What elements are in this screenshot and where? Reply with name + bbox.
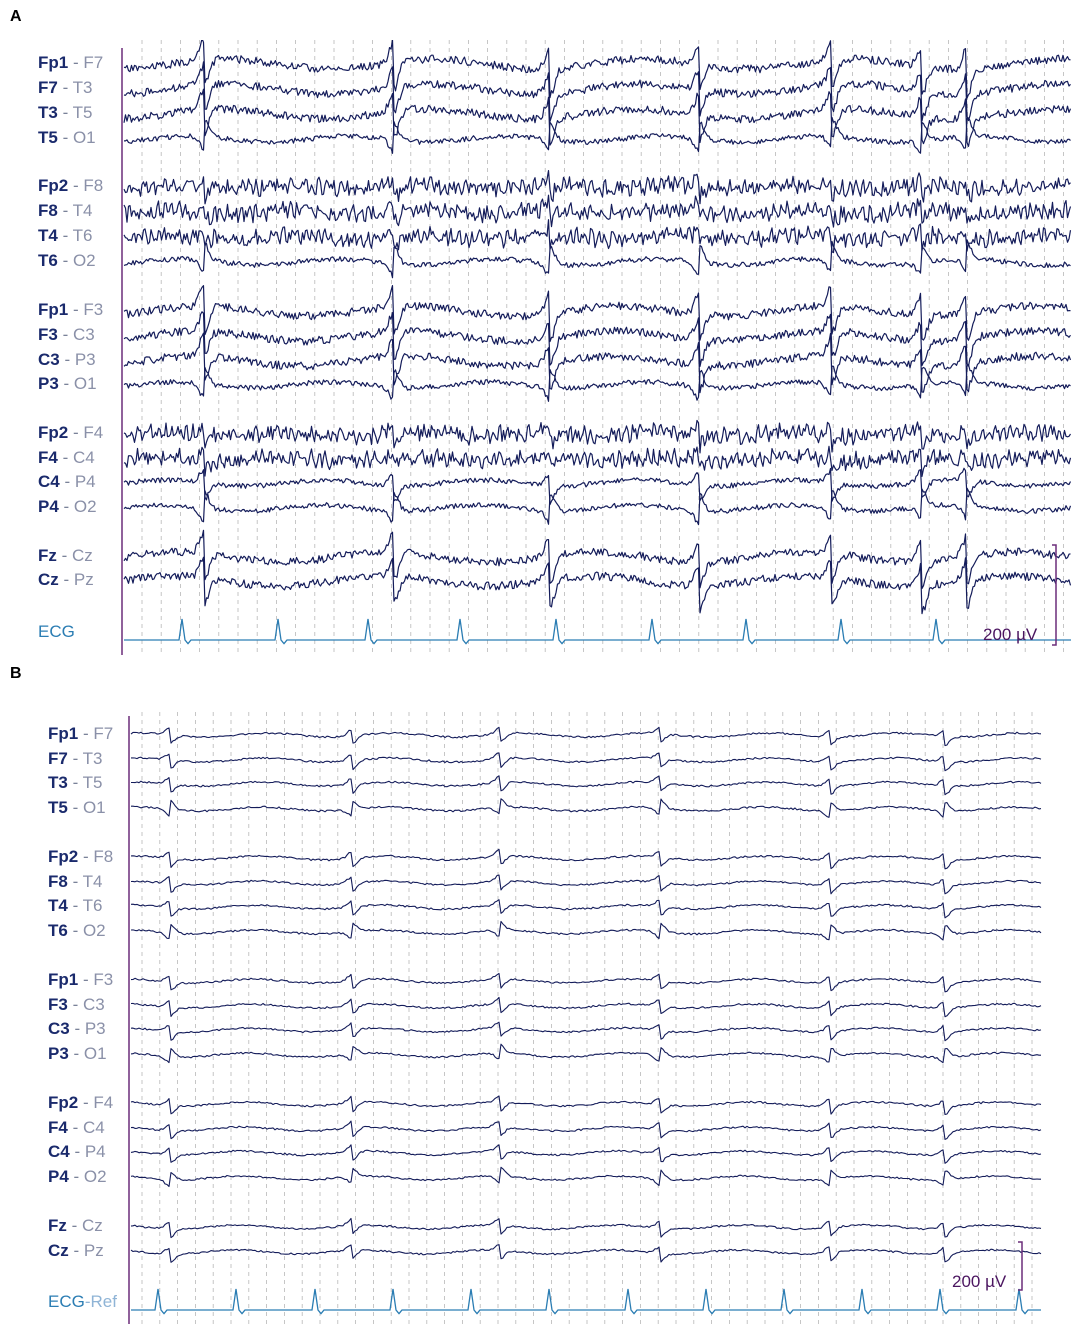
eeg-trace bbox=[131, 900, 1041, 918]
channel-label: Cz - Pz bbox=[48, 1241, 104, 1260]
eeg-trace bbox=[131, 849, 1041, 869]
channel-label: Fp1 - F3 bbox=[38, 300, 104, 319]
scale-bar-label-b: 200 µV bbox=[952, 1272, 1007, 1291]
channel-label: Fz - Cz bbox=[48, 1216, 103, 1235]
channel-label: Fz - Cz bbox=[38, 546, 93, 565]
scale-bar bbox=[1018, 1242, 1022, 1290]
eeg-trace bbox=[131, 973, 1041, 991]
channel-label: T6 - O2 bbox=[38, 251, 96, 270]
channel-label: T5 - O1 bbox=[48, 798, 106, 817]
channel-label: F8 - T4 bbox=[38, 201, 93, 220]
eeg-trace bbox=[131, 1145, 1041, 1164]
eeg-trace bbox=[131, 753, 1041, 771]
eeg-trace bbox=[131, 1022, 1041, 1040]
channel-label: C3 - P3 bbox=[38, 350, 96, 369]
eeg-trace bbox=[131, 1121, 1041, 1139]
panel-a-letter: A bbox=[10, 8, 22, 25]
channel-label: Cz - Pz bbox=[38, 570, 94, 589]
eeg-trace bbox=[131, 1245, 1041, 1263]
eeg-trace bbox=[131, 1096, 1041, 1115]
channel-label: Fp2 - F8 bbox=[48, 847, 114, 866]
channel-label: C3 - P3 bbox=[48, 1019, 106, 1038]
channel-label: F8 - T4 bbox=[48, 872, 103, 891]
channel-label: C4 - P4 bbox=[48, 1142, 106, 1161]
scale-bar-label-a: 200 µV bbox=[983, 625, 1038, 644]
channel-label: T5 - O1 bbox=[38, 128, 96, 147]
channel-label: F7 - T3 bbox=[48, 749, 103, 768]
channel-label: Fp1 - F7 bbox=[38, 53, 104, 72]
eeg-trace bbox=[131, 799, 1041, 818]
channel-label: Fp2 - F4 bbox=[38, 423, 104, 442]
channel-label: F4 - C4 bbox=[48, 1118, 105, 1137]
channel-label: P3 - O1 bbox=[38, 374, 97, 393]
eeg-trace bbox=[131, 1167, 1041, 1186]
channel-label: F7 - T3 bbox=[38, 78, 93, 97]
channel-label: T4 - T6 bbox=[48, 896, 103, 915]
channel-label: F3 - C3 bbox=[38, 325, 95, 344]
channel-label: T6 - O2 bbox=[48, 921, 106, 940]
ecg-label-b: ECG-Ref bbox=[48, 1292, 117, 1311]
channel-label: F4 - C4 bbox=[38, 448, 95, 467]
ecg-trace bbox=[131, 1289, 1041, 1314]
channel-label: Fp2 - F4 bbox=[48, 1093, 114, 1112]
ecg-label-a: ECG bbox=[38, 622, 75, 641]
panel-b-letter: B bbox=[10, 665, 22, 682]
channel-label: F3 - C3 bbox=[48, 995, 105, 1014]
channel-label: P4 - O2 bbox=[38, 497, 97, 516]
eeg-trace bbox=[131, 875, 1041, 894]
channel-label: P3 - O1 bbox=[48, 1044, 107, 1063]
eeg-trace bbox=[131, 921, 1041, 940]
channel-label: T3 - T5 bbox=[38, 103, 93, 122]
channel-label: Fp2 - F8 bbox=[38, 176, 104, 195]
channel-label: T3 - T5 bbox=[48, 773, 103, 792]
eeg-trace bbox=[131, 727, 1041, 745]
eeg-trace bbox=[131, 776, 1041, 795]
channel-label: Fp1 - F3 bbox=[48, 970, 114, 989]
channel-label: C4 - P4 bbox=[38, 472, 96, 491]
eeg-trace bbox=[131, 1218, 1041, 1237]
channel-label: Fp1 - F7 bbox=[48, 724, 114, 743]
eeg-trace bbox=[131, 997, 1041, 1016]
channel-label: P4 - O2 bbox=[48, 1167, 107, 1186]
eeg-trace bbox=[131, 1044, 1041, 1063]
eeg-traces-b bbox=[126, 712, 1046, 1324]
channel-label: T4 - T6 bbox=[38, 226, 93, 245]
